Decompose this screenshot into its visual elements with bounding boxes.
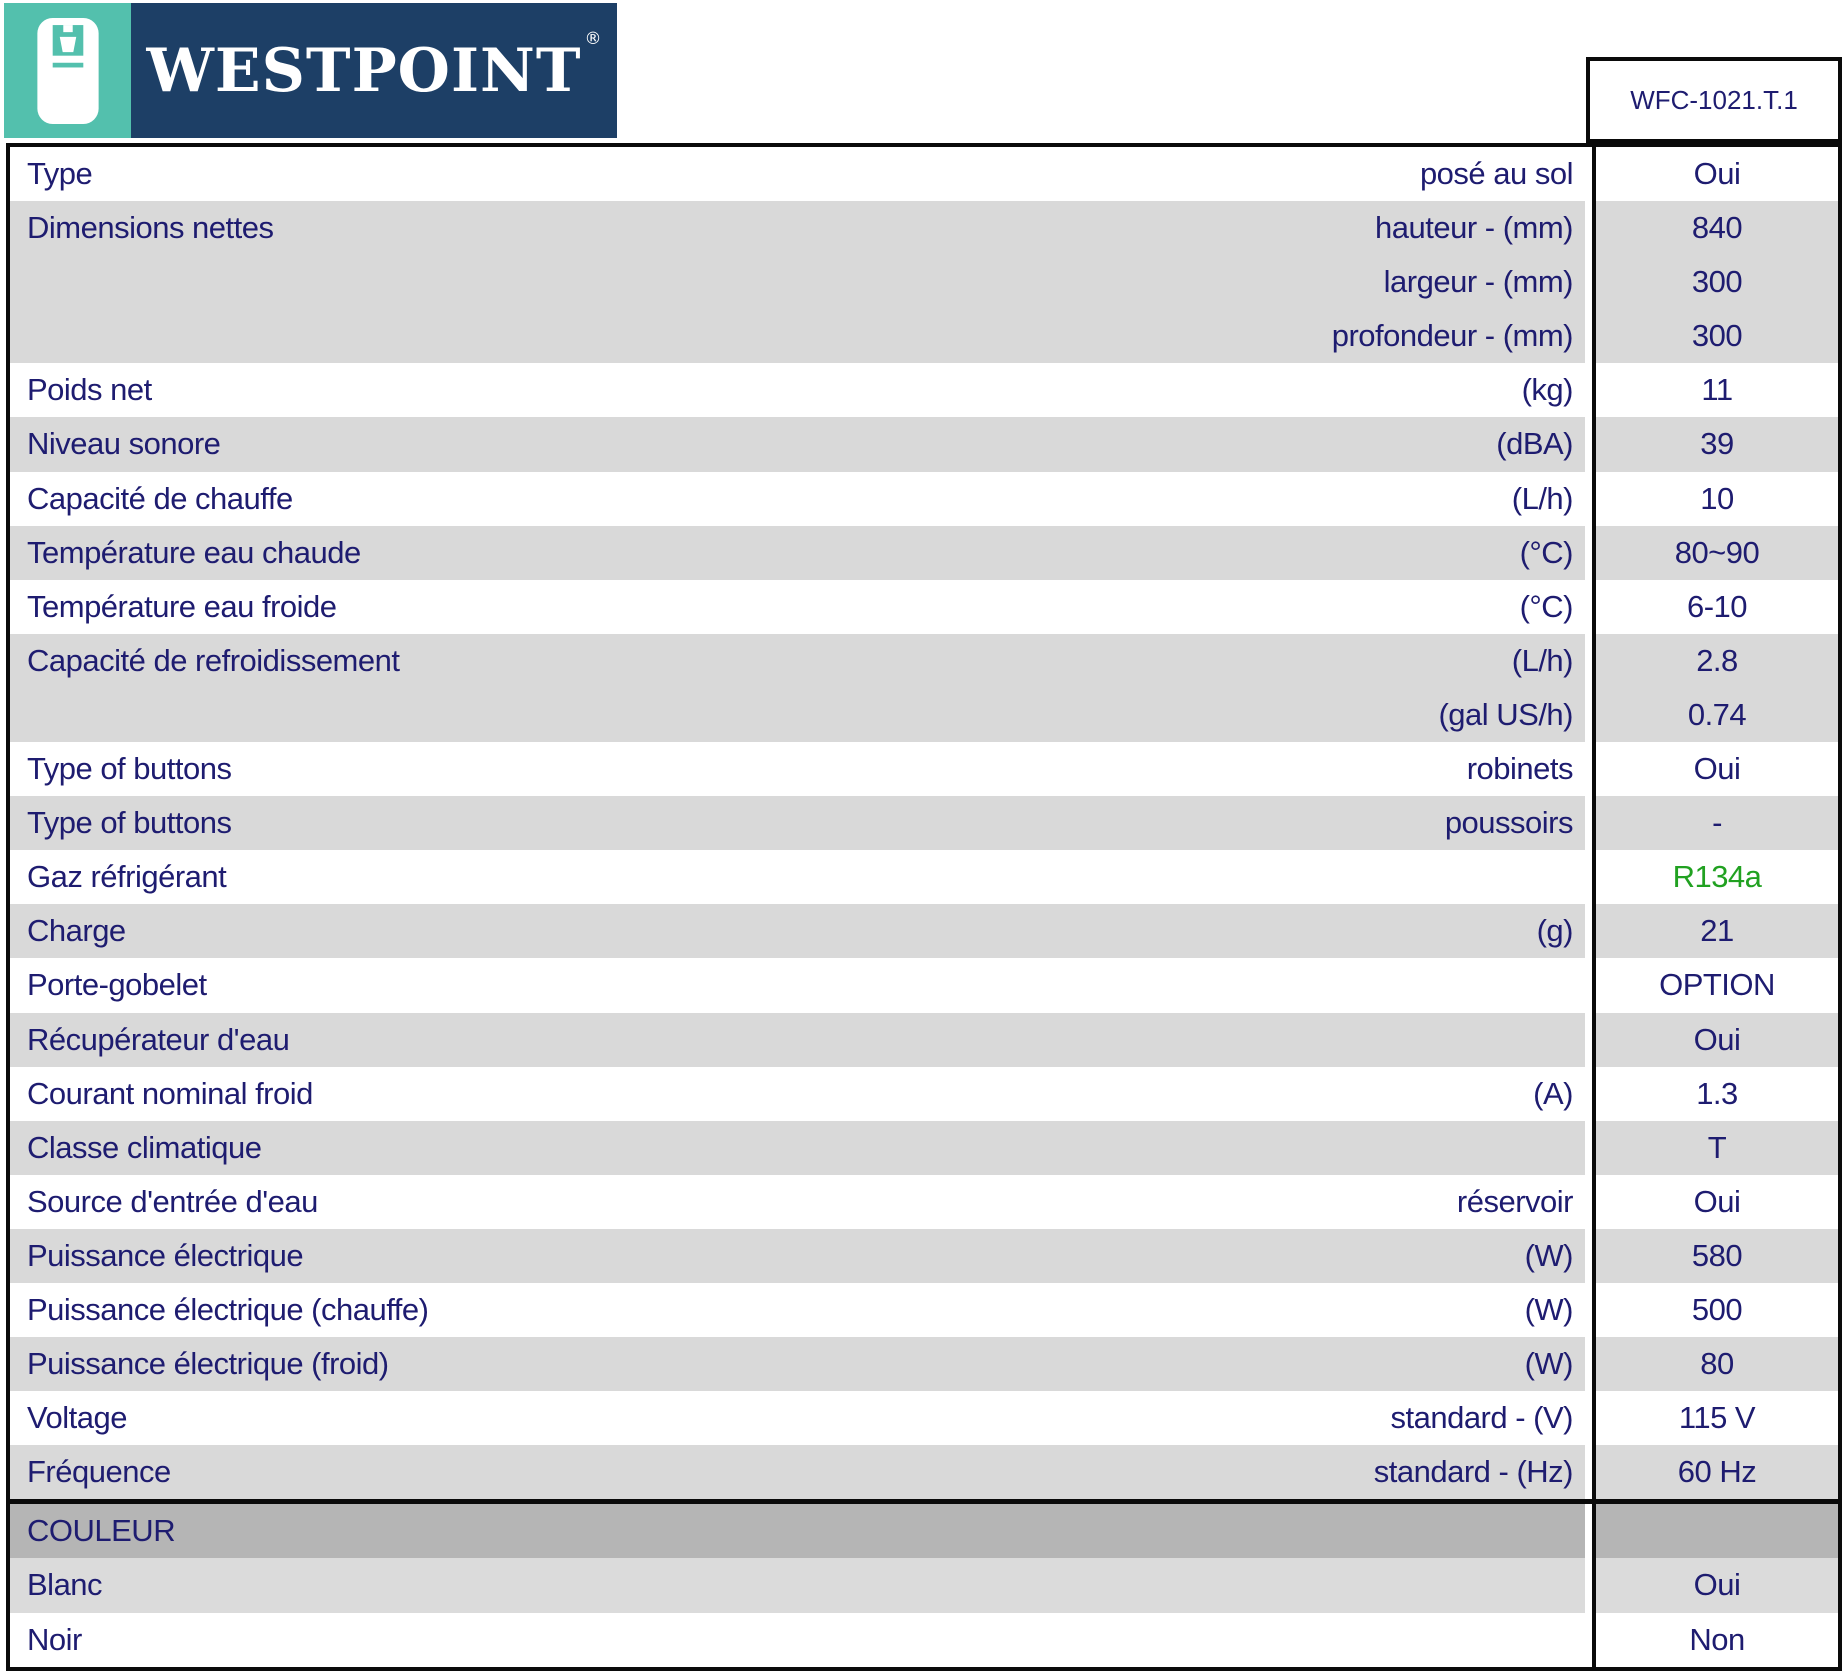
- row-value: 10: [1700, 480, 1734, 516]
- row-left-area: [10, 1337, 1585, 1391]
- row-value: 6-10: [1686, 588, 1748, 624]
- row-unit: (dBA): [1496, 426, 1573, 462]
- row-value: 500: [1691, 1291, 1743, 1327]
- row-units: [1573, 958, 1585, 1012]
- row-unit: (W): [1524, 1291, 1573, 1327]
- row-units: [1573, 1613, 1585, 1667]
- spec-row: [10, 417, 1838, 471]
- section-header-row: [10, 1499, 1838, 1558]
- row-unit: (kg): [1521, 372, 1573, 408]
- row-units: [1332, 201, 1585, 363]
- row-label: Fréquence: [27, 1454, 171, 1490]
- row-units: [1445, 796, 1585, 850]
- row-left-area: [10, 1229, 1585, 1283]
- row-value: Oui: [1693, 751, 1741, 787]
- row-left-area: [10, 417, 1585, 471]
- row-units: [1573, 1558, 1585, 1612]
- row-values: [1592, 526, 1838, 580]
- row-value: R134a: [1672, 859, 1762, 895]
- spec-row: [10, 958, 1838, 1012]
- row-unit: (L/h): [1511, 642, 1573, 678]
- row-values: [1592, 1445, 1838, 1499]
- row-label: Voltage: [27, 1400, 127, 1436]
- row-label: Récupérateur d'eau: [27, 1021, 290, 1057]
- row-units: [1537, 904, 1585, 958]
- spec-row: [10, 1613, 1838, 1667]
- row-values: [1592, 1337, 1838, 1391]
- row-unit: robinets: [1466, 751, 1573, 787]
- row-label: Charge: [27, 913, 126, 949]
- spec-row: [10, 1391, 1838, 1445]
- row-value: Non: [1689, 1621, 1745, 1657]
- row-unit: (A): [1533, 1075, 1573, 1111]
- row-units: [1525, 1337, 1585, 1391]
- row-label: Puissance électrique: [27, 1237, 304, 1273]
- row-values: [1592, 201, 1838, 363]
- row-values: [1592, 417, 1838, 471]
- row-unit: poussoirs: [1444, 805, 1573, 841]
- row-left-area: [10, 472, 1585, 526]
- row-unit: (°C): [1519, 588, 1573, 624]
- row-left-area: [10, 1013, 1585, 1067]
- row-units: [1520, 580, 1585, 634]
- row-unit: (g): [1536, 913, 1573, 949]
- row-values: [1592, 904, 1838, 958]
- row-left-area: [10, 201, 1585, 363]
- model-number: WFC-1021.T.1: [1630, 84, 1798, 115]
- row-values: [1592, 634, 1838, 742]
- row-left-area: [10, 1391, 1585, 1445]
- registered-trademark-icon: ®: [584, 29, 602, 49]
- row-value: T: [1707, 1129, 1727, 1165]
- spec-row: [10, 1121, 1838, 1175]
- row-units: [1573, 850, 1585, 904]
- row-value: 21: [1700, 913, 1734, 949]
- row-values: [1592, 1613, 1838, 1667]
- row-left-area: [10, 1504, 1585, 1558]
- spec-row: [10, 1558, 1838, 1612]
- row-value: Oui: [1693, 1021, 1741, 1057]
- row-units: [1457, 1175, 1585, 1229]
- section-title: COULEUR: [27, 1513, 176, 1549]
- row-values: [1592, 1504, 1838, 1558]
- spec-row: [10, 904, 1838, 958]
- spec-row: [10, 1283, 1838, 1337]
- row-unit: standard - (V): [1390, 1400, 1573, 1436]
- row-label: Puissance électrique (chauffe): [27, 1291, 429, 1327]
- spec-row: [10, 526, 1838, 580]
- row-left-area: [10, 958, 1585, 1012]
- row-units: [1520, 526, 1585, 580]
- row-label: Porte-gobelet: [27, 967, 207, 1003]
- brand-wordmark: WESTPOINT: [146, 35, 582, 106]
- row-value: 60 Hz: [1677, 1454, 1757, 1490]
- brand-wordmark-box: [131, 3, 617, 138]
- row-left-area: [10, 796, 1585, 850]
- row-units: [1374, 1445, 1585, 1499]
- row-value: OPTION: [1659, 967, 1775, 1003]
- row-values: [1592, 1013, 1838, 1067]
- water-dispenser-icon: [37, 18, 99, 124]
- row-left-area: [10, 1283, 1585, 1337]
- row-value: 300: [1691, 264, 1743, 300]
- row-values: [1592, 1067, 1838, 1121]
- row-units: [1467, 742, 1585, 796]
- row-units: [1573, 1013, 1585, 1067]
- row-label: Type of buttons: [27, 751, 232, 787]
- row-label: Température eau froide: [27, 588, 337, 624]
- row-left-area: [10, 363, 1585, 417]
- row-label: Poids net: [27, 372, 152, 408]
- row-left-area: [10, 526, 1585, 580]
- row-left-area: [10, 147, 1585, 201]
- spec-row: [10, 363, 1838, 417]
- row-unit: (L/h): [1511, 480, 1573, 516]
- row-value: 115 V: [1678, 1400, 1756, 1436]
- row-values: [1592, 1229, 1838, 1283]
- spec-row: [10, 634, 1838, 742]
- row-values: [1592, 742, 1838, 796]
- spec-row: [10, 1175, 1838, 1229]
- row-units: [1525, 1229, 1585, 1283]
- row-units: [1438, 634, 1585, 742]
- spec-row: [10, 1337, 1838, 1391]
- row-value: 580: [1691, 1237, 1743, 1273]
- row-values: [1592, 1391, 1838, 1445]
- row-unit: (gal US/h): [1438, 696, 1573, 732]
- spec-row: [10, 1229, 1838, 1283]
- row-label: Niveau sonore: [27, 426, 221, 462]
- spec-row: [10, 796, 1838, 850]
- row-label: Blanc: [27, 1567, 103, 1603]
- row-left-area: [10, 1613, 1585, 1667]
- model-number-box: [1586, 57, 1842, 143]
- row-label: Type: [27, 156, 93, 191]
- row-value: 11: [1701, 372, 1733, 408]
- spec-row: [10, 1445, 1838, 1499]
- row-left-area: [10, 904, 1585, 958]
- row-values: [1592, 1175, 1838, 1229]
- row-value: 80~90: [1674, 534, 1760, 570]
- spec-row: [10, 201, 1838, 363]
- row-label: Classe climatique: [27, 1129, 262, 1165]
- row-left-area: [10, 1175, 1585, 1229]
- row-value: 2.8: [1696, 642, 1738, 678]
- row-value: 0.74: [1687, 696, 1747, 732]
- spec-row: [10, 1013, 1838, 1067]
- row-values: [1592, 958, 1838, 1012]
- row-left-area: [10, 1121, 1585, 1175]
- row-label: Puissance électrique (froid): [27, 1346, 389, 1382]
- row-value: 1.3: [1696, 1075, 1738, 1111]
- row-units: [1512, 472, 1585, 526]
- row-label: Courant nominal froid: [27, 1075, 313, 1111]
- row-label: Capacité de chauffe: [27, 480, 293, 516]
- row-units: [1525, 1283, 1585, 1337]
- row-units: [1522, 363, 1585, 417]
- row-unit: profondeur - (mm): [1331, 318, 1573, 354]
- spec-row: [10, 472, 1838, 526]
- row-unit: hauteur - (mm): [1375, 210, 1573, 246]
- row-value: Oui: [1693, 156, 1741, 191]
- row-unit: posé au sol: [1419, 156, 1573, 191]
- row-unit: standard - (Hz): [1373, 1454, 1573, 1490]
- brand-logo-teal-tile: [4, 3, 131, 138]
- row-value: Oui: [1693, 1567, 1741, 1603]
- row-value: 840: [1691, 210, 1743, 246]
- row-units: [1420, 147, 1585, 201]
- row-value: 300: [1691, 318, 1743, 354]
- spec-row: [10, 147, 1838, 201]
- row-value: 39: [1700, 426, 1734, 462]
- row-values: [1592, 1558, 1838, 1612]
- row-left-area: [10, 1067, 1585, 1121]
- row-label: Type of buttons: [27, 805, 232, 841]
- row-left-area: [10, 580, 1585, 634]
- row-units: [1573, 1504, 1585, 1558]
- spec-row: [10, 742, 1838, 796]
- row-value: 80: [1700, 1346, 1734, 1382]
- row-value: -: [1712, 805, 1722, 841]
- row-left-area: [10, 850, 1585, 904]
- row-values: [1592, 796, 1838, 850]
- row-label: Capacité de refroidissement: [27, 642, 400, 678]
- row-label: Température eau chaude: [27, 534, 361, 570]
- row-left-area: [10, 1558, 1585, 1612]
- row-unit: réservoir: [1456, 1183, 1573, 1219]
- row-label: Source d'entrée d'eau: [27, 1183, 318, 1219]
- row-label: Dimensions nettes: [27, 210, 274, 246]
- spec-table: [6, 143, 1842, 1671]
- row-values: [1592, 472, 1838, 526]
- row-units: [1496, 417, 1585, 471]
- row-values: [1592, 850, 1838, 904]
- row-left-area: [10, 1445, 1585, 1499]
- row-values: [1592, 363, 1838, 417]
- spec-row: [10, 580, 1838, 634]
- row-unit: (°C): [1519, 534, 1573, 570]
- spec-row: [10, 1067, 1838, 1121]
- spec-row: [10, 850, 1838, 904]
- row-label: Gaz réfrigérant: [27, 859, 227, 895]
- row-units: [1573, 1121, 1585, 1175]
- row-unit: largeur - (mm): [1383, 264, 1573, 300]
- row-left-area: [10, 742, 1585, 796]
- row-label: Noir: [27, 1621, 82, 1657]
- row-values: [1592, 147, 1838, 201]
- row-value: Oui: [1693, 1183, 1741, 1219]
- row-units: [1533, 1067, 1585, 1121]
- row-values: [1592, 1121, 1838, 1175]
- row-left-area: [10, 634, 1585, 742]
- row-unit: (W): [1524, 1237, 1573, 1273]
- brand-logo: [4, 3, 617, 138]
- row-units: [1390, 1391, 1585, 1445]
- row-unit: (W): [1524, 1346, 1573, 1382]
- row-values: [1592, 580, 1838, 634]
- row-values: [1592, 1283, 1838, 1337]
